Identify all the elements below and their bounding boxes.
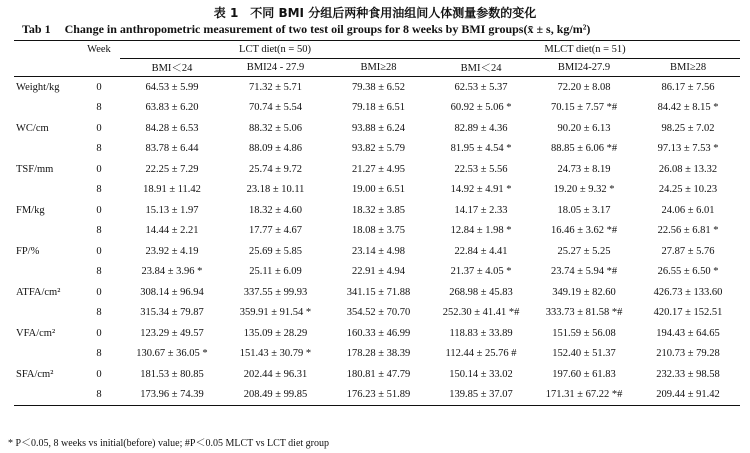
value-cell: 178.28 ± 38.39 xyxy=(346,348,411,360)
value-cell: 88.85 ± 6.06 *# xyxy=(550,143,618,155)
value-cell: 18.32 ± 3.85 xyxy=(352,204,406,216)
value-cell: 135.09 ± 28.29 xyxy=(243,327,308,339)
table-body xyxy=(14,77,740,406)
metric-label xyxy=(14,262,78,283)
table-title-english xyxy=(22,22,742,37)
value-cell: 16.46 ± 3.62 *# xyxy=(550,225,618,237)
metric-label: FM/kg xyxy=(16,204,45,216)
metric-label xyxy=(14,221,78,242)
value-cell: 22.56 ± 6.81 * xyxy=(657,225,719,237)
value-cell: 359.91 ± 91.54 * xyxy=(239,307,312,319)
value-cell: 23.92 ± 4.19 xyxy=(145,245,199,257)
value-cell: 70.15 ± 7.57 *# xyxy=(550,102,618,114)
table-number: Tab 1 xyxy=(22,22,51,36)
value-cell: 171.31 ± 67.22 *# xyxy=(532,385,636,406)
value-cell: 176.23 ± 51.89 xyxy=(327,385,430,406)
value-cell: 337.55 ± 99.93 xyxy=(243,286,308,298)
week-value: 8 xyxy=(96,102,102,114)
table-row xyxy=(14,364,740,385)
value-cell: 63.83 ± 6.20 xyxy=(145,102,199,114)
value-cell: 152.40 ± 51.37 xyxy=(552,348,616,360)
value-cell: 151.43 ± 30.79 * xyxy=(239,348,312,360)
table-footnote: * P＜0.05, 8 weeks vs initial(before) value; #P＜0.05 MLCT vs LCT diet group xyxy=(8,438,329,449)
week-value: 0 xyxy=(96,81,102,93)
value-cell: 197.60 ± 61.83 xyxy=(552,368,616,380)
value-cell: 25.69 ± 5.85 xyxy=(248,245,302,257)
value-cell: 64.53 ± 5.99 xyxy=(145,81,199,93)
value-cell: 18.32 ± 4.60 xyxy=(248,204,302,216)
value-cell: 25.27 ± 5.25 xyxy=(557,245,611,257)
value-cell: 22.53 ± 5.56 xyxy=(454,163,508,175)
value-cell: 23.74 ± 5.94 *# xyxy=(550,266,618,278)
metric-label xyxy=(14,385,78,406)
table-title-chinese: 表 1 不同 BMI 分组后两种食用油组间人体测量参数的变化 xyxy=(213,6,537,20)
value-cell: 15.13 ± 1.97 xyxy=(145,204,199,216)
value-cell: 88.09 ± 4.86 xyxy=(248,143,302,155)
table-row xyxy=(14,159,740,180)
value-cell: 25.74 ± 9.72 xyxy=(248,163,302,175)
value-cell: 22.91 ± 4.94 xyxy=(352,266,406,278)
metric-label: ATFA/cm² xyxy=(16,286,61,298)
metric-label xyxy=(14,98,78,119)
table-row xyxy=(14,303,740,324)
value-cell: 209.44 ± 91.42 xyxy=(636,385,740,406)
week-value: 8 xyxy=(78,385,120,406)
value-cell: 21.37 ± 4.05 * xyxy=(450,266,512,278)
value-cell: 123.29 ± 49.57 xyxy=(140,327,204,339)
table-row xyxy=(14,180,740,201)
table-row xyxy=(14,262,740,283)
week-value: 8 xyxy=(96,143,102,155)
week-value: 8 xyxy=(96,184,102,196)
value-cell: 62.53 ± 5.37 xyxy=(454,81,508,93)
value-cell: 151.59 ± 56.08 xyxy=(552,327,616,339)
value-cell: 81.95 ± 4.54 * xyxy=(450,143,512,155)
value-cell: 93.82 ± 5.79 xyxy=(352,143,406,155)
header-bmi-category: BMI＜24 xyxy=(120,59,224,77)
week-value: 0 xyxy=(96,163,102,175)
value-cell: 84.28 ± 6.53 xyxy=(145,122,199,134)
value-cell: 180.81 ± 47.79 xyxy=(346,368,411,380)
value-cell: 70.74 ± 5.54 xyxy=(248,102,302,114)
value-cell: 112.44 ± 25.76 # xyxy=(445,348,517,360)
value-cell: 160.33 ± 46.99 xyxy=(346,327,411,339)
value-cell: 173.96 ± 74.39 xyxy=(120,385,224,406)
week-value: 0 xyxy=(96,245,102,257)
week-value: 8 xyxy=(96,225,102,237)
value-cell: 194.43 ± 64.65 xyxy=(656,327,720,339)
value-cell: 14.17 ± 2.33 xyxy=(454,204,508,216)
table-row xyxy=(14,77,740,98)
value-cell: 19.00 ± 6.51 xyxy=(352,184,406,196)
value-cell: 79.38 ± 6.52 xyxy=(352,81,406,93)
value-cell: 84.42 ± 8.15 * xyxy=(657,102,719,114)
value-cell: 426.73 ± 133.60 xyxy=(653,286,723,298)
week-value: 8 xyxy=(96,266,102,278)
table-row xyxy=(14,98,740,119)
value-cell: 130.67 ± 36.05 * xyxy=(136,348,208,360)
value-cell: 150.14 ± 33.02 xyxy=(449,368,513,380)
value-cell: 27.87 ± 5.76 xyxy=(661,245,715,257)
week-value: 8 xyxy=(96,307,102,319)
week-value: 8 xyxy=(96,348,102,360)
week-value: 0 xyxy=(96,122,102,134)
header-bmi-category: BMI＜24 xyxy=(430,59,532,77)
value-cell: 12.84 ± 1.98 * xyxy=(450,225,512,237)
value-cell: 90.20 ± 6.13 xyxy=(557,122,611,134)
table-row xyxy=(14,344,740,365)
metric-label: FP/% xyxy=(16,245,40,257)
table-row xyxy=(14,323,740,344)
value-cell: 18.08 ± 3.75 xyxy=(352,225,406,237)
week-value: 0 xyxy=(96,327,102,339)
value-cell: 88.32 ± 5.06 xyxy=(248,122,302,134)
table-row xyxy=(14,221,740,242)
week-value: 0 xyxy=(96,368,102,380)
value-cell: 341.15 ± 71.88 xyxy=(346,286,411,298)
value-cell: 25.11 ± 6.09 xyxy=(249,266,302,278)
header-bmi-category: BMI≥28 xyxy=(327,59,430,77)
value-cell: 14.44 ± 2.21 xyxy=(145,225,199,237)
value-cell: 333.73 ± 81.58 *# xyxy=(545,307,623,319)
value-cell: 21.27 ± 4.95 xyxy=(352,163,406,175)
header-bmi-category: BMI≥28 xyxy=(636,59,740,77)
header-mlct-group: MLCT diet(n = 51) xyxy=(430,41,740,59)
value-cell: 210.73 ± 79.28 xyxy=(656,348,720,360)
table-row xyxy=(14,385,740,406)
metric-label: Weight/kg xyxy=(16,81,60,93)
value-cell: 26.55 ± 6.50 * xyxy=(657,266,719,278)
header-week: Week xyxy=(78,41,120,59)
table-row xyxy=(14,241,740,262)
value-cell: 24.73 ± 8.19 xyxy=(557,163,611,175)
value-cell: 24.25 ± 10.23 xyxy=(658,184,718,196)
metric-label xyxy=(14,180,78,201)
table-row xyxy=(14,282,740,303)
value-cell: 23.84 ± 3.96 * xyxy=(141,266,203,278)
value-cell: 308.14 ± 96.94 xyxy=(140,286,204,298)
value-cell: 79.18 ± 6.51 xyxy=(352,102,406,114)
value-cell: 82.89 ± 4.36 xyxy=(454,122,508,134)
value-cell: 208.49 ± 99.85 xyxy=(224,385,327,406)
value-cell: 315.34 ± 79.87 xyxy=(140,307,204,319)
value-cell: 232.33 ± 98.58 xyxy=(656,368,720,380)
value-cell: 420.17 ± 152.51 xyxy=(653,307,723,319)
value-cell: 118.83 ± 33.89 xyxy=(449,327,513,339)
value-cell: 19.20 ± 9.32 * xyxy=(553,184,615,196)
value-cell: 71.32 ± 5.71 xyxy=(248,81,302,93)
value-cell: 26.08 ± 13.32 xyxy=(658,163,718,175)
value-cell: 22.84 ± 4.41 xyxy=(454,245,508,257)
value-cell: 181.53 ± 80.85 xyxy=(140,368,204,380)
anthropometric-table xyxy=(14,40,740,406)
table-title-text: Change in anthropometric measurement of two test oil groups for 8 weeks by BMI groups(x̄ ± s, kg/m²) xyxy=(64,22,591,36)
header-bmi-category: BMI24 - 27.9 xyxy=(224,59,327,77)
value-cell: 354.52 ± 70.70 xyxy=(346,307,411,319)
week-value: 0 xyxy=(96,204,102,216)
metric-label xyxy=(14,139,78,160)
header-bmi-category: BMI24-27.9 xyxy=(532,59,636,77)
value-cell: 23.18 ± 10.11 xyxy=(246,184,305,196)
metric-label xyxy=(14,344,78,365)
header-lct-group: LCT diet(n = 50) xyxy=(120,41,430,59)
metric-label: VFA/cm² xyxy=(16,327,56,339)
value-cell: 24.06 ± 6.01 xyxy=(661,204,715,216)
value-cell: 18.91 ± 11.42 xyxy=(143,184,201,196)
header-empty-cell xyxy=(14,41,78,59)
value-cell: 22.25 ± 7.29 xyxy=(145,163,199,175)
value-cell: 83.78 ± 6.44 xyxy=(145,143,199,155)
value-cell: 98.25 ± 7.02 xyxy=(661,122,715,134)
value-cell: 97.13 ± 7.53 * xyxy=(657,143,719,155)
value-cell: 349.19 ± 82.60 xyxy=(552,286,616,298)
value-cell: 139.85 ± 37.07 xyxy=(430,385,532,406)
value-cell: 17.77 ± 4.67 xyxy=(248,225,302,237)
value-cell: 60.92 ± 5.06 * xyxy=(450,102,512,114)
value-cell: 93.88 ± 6.24 xyxy=(352,122,406,134)
metric-label: WC/cm xyxy=(16,122,49,134)
value-cell: 202.44 ± 96.31 xyxy=(243,368,308,380)
value-cell: 268.98 ± 45.83 xyxy=(449,286,513,298)
metric-label: SFA/cm² xyxy=(16,368,54,380)
metric-label: TSF/mm xyxy=(16,163,54,175)
table-row xyxy=(14,139,740,160)
value-cell: 14.92 ± 4.91 * xyxy=(450,184,512,196)
value-cell: 72.20 ± 8.08 xyxy=(557,81,611,93)
value-cell: 18.05 ± 3.17 xyxy=(557,204,611,216)
value-cell: 252.30 ± 41.41 *# xyxy=(442,307,520,319)
week-value: 0 xyxy=(96,286,102,298)
value-cell: 86.17 ± 7.56 xyxy=(661,81,715,93)
value-cell: 23.14 ± 4.98 xyxy=(352,245,406,257)
table-row xyxy=(14,118,740,139)
metric-label xyxy=(14,303,78,324)
table-row xyxy=(14,200,740,221)
